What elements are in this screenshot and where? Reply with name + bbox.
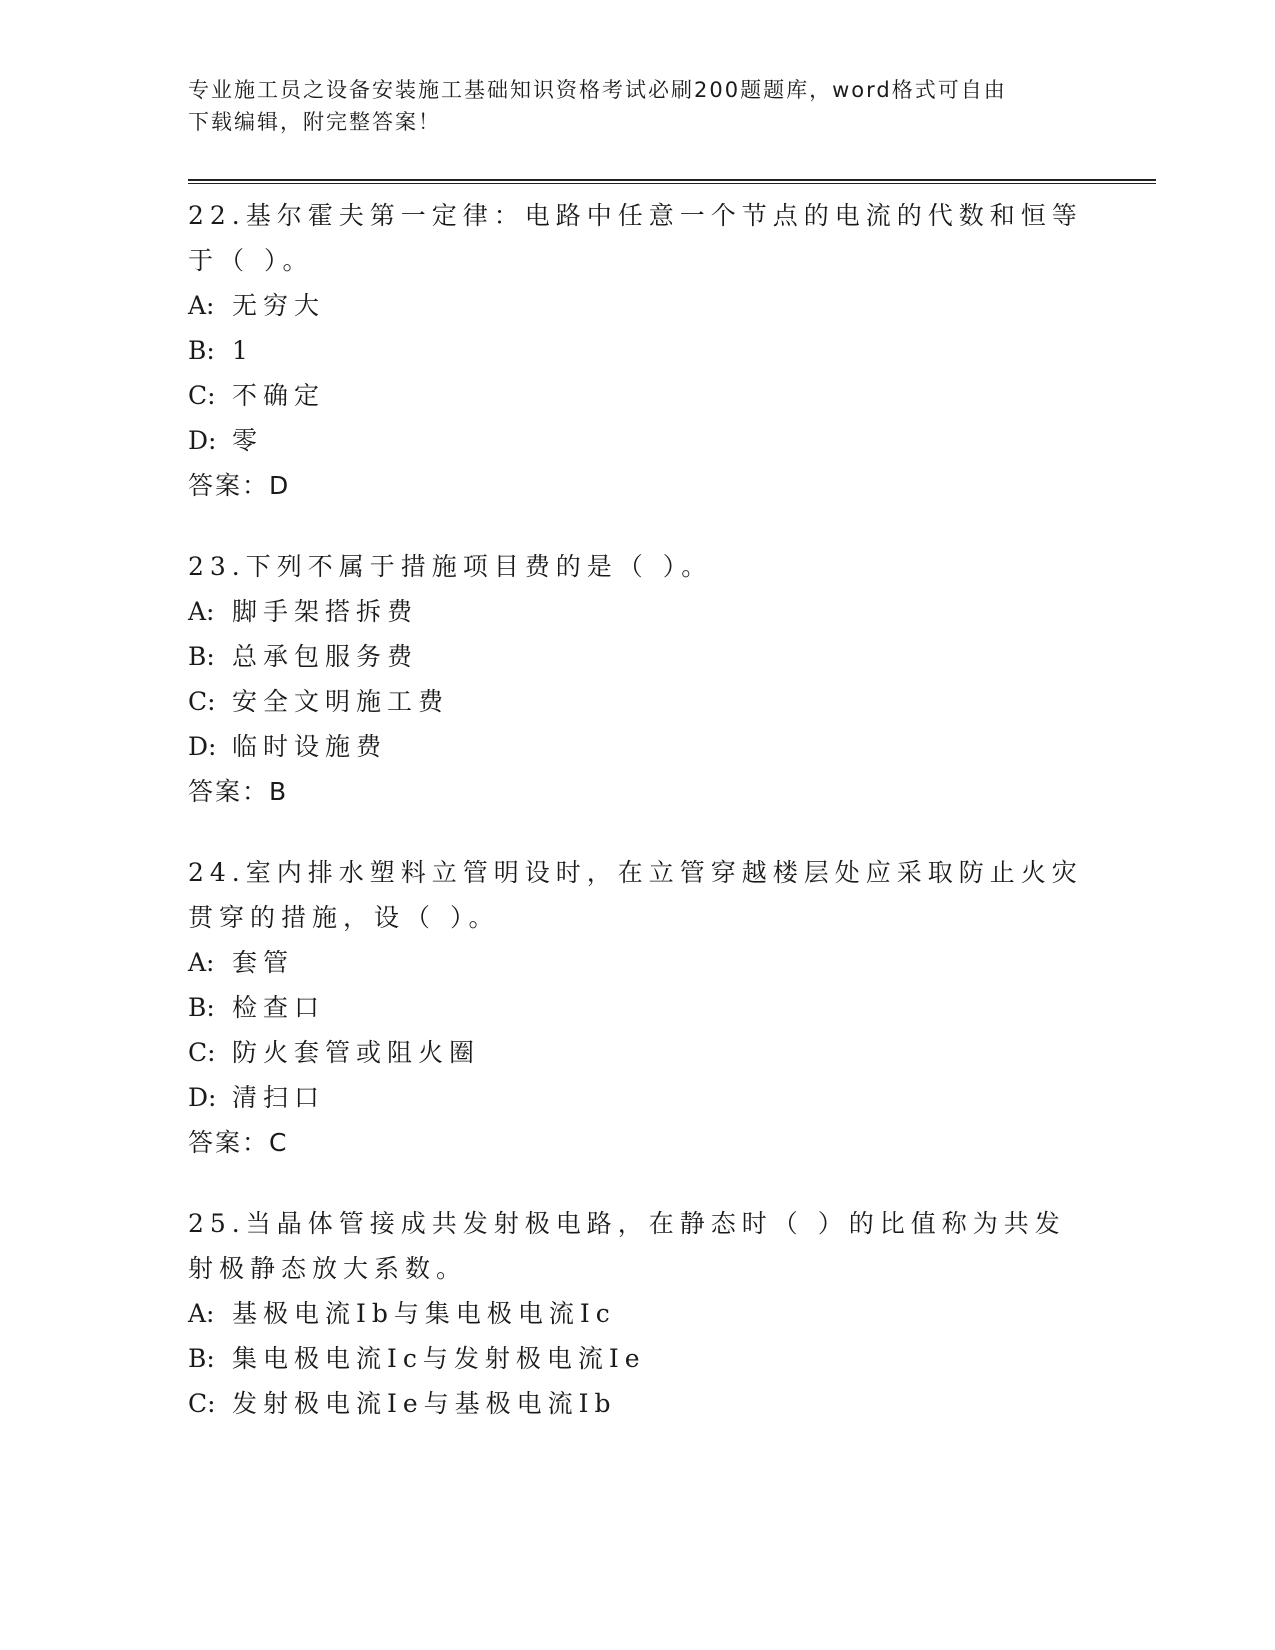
answer-line: 答案：C bbox=[188, 1128, 289, 1157]
option-d bbox=[188, 724, 1088, 769]
option-letter: A: bbox=[188, 291, 215, 320]
option-text: 无穷大 bbox=[232, 291, 326, 320]
option-a bbox=[188, 1291, 1088, 1336]
option-text: 清扫口 bbox=[232, 1083, 326, 1112]
question-23 bbox=[188, 544, 1088, 814]
question-stem: 23.下列不属于措施项目费的是（ ）。 bbox=[188, 552, 713, 581]
header-line-1: 专业施工员之设备安装施工基础知识资格考试必刷200题题库，word格式可自由 bbox=[188, 78, 1007, 102]
option-letter: D: bbox=[188, 1083, 217, 1112]
option-text: 不确定 bbox=[232, 381, 326, 410]
answer-line: 答案：D bbox=[188, 471, 291, 500]
option-text: 总承包服务费 bbox=[232, 642, 419, 671]
question-stem: 25.当晶体管接成共发射极电路，在静态时（ ）的比值称为共发射极静态放大系数。 bbox=[188, 1209, 1066, 1283]
option-text: 发射极电流Ie与基极电流Ib bbox=[232, 1389, 617, 1418]
header-divider bbox=[188, 179, 1156, 184]
option-text: 套管 bbox=[232, 948, 295, 977]
option-a bbox=[188, 589, 1088, 634]
option-letter: C: bbox=[188, 687, 216, 716]
option-d bbox=[188, 418, 1088, 463]
option-c bbox=[188, 1030, 1088, 1075]
option-c bbox=[188, 1381, 1088, 1426]
option-text: 临时设施费 bbox=[232, 732, 388, 761]
option-a bbox=[188, 940, 1088, 985]
option-b bbox=[188, 634, 1088, 679]
question-25 bbox=[188, 1201, 1088, 1426]
option-b bbox=[188, 328, 1088, 373]
option-letter: B: bbox=[188, 1344, 215, 1373]
question-stem: 24.室内排水塑料立管明设时，在立管穿越楼层处应采取防止火灾贯穿的措施，设（ ）。 bbox=[188, 858, 1083, 932]
option-letter: B: bbox=[188, 642, 215, 671]
option-c bbox=[188, 373, 1088, 418]
option-text: 防火套管或阻火圈 bbox=[232, 1038, 481, 1067]
option-letter: B: bbox=[188, 993, 215, 1022]
option-text: 1 bbox=[232, 336, 254, 365]
question-24 bbox=[188, 850, 1088, 1165]
option-letter: C: bbox=[188, 1389, 216, 1418]
document-header bbox=[188, 74, 1088, 138]
option-letter: A: bbox=[188, 1299, 215, 1328]
option-text: 安全文明施工费 bbox=[232, 687, 450, 716]
question-22 bbox=[188, 193, 1088, 508]
option-letter: D: bbox=[188, 426, 217, 455]
option-a bbox=[188, 283, 1088, 328]
option-text: 零 bbox=[232, 426, 264, 455]
option-text: 脚手架搭拆费 bbox=[232, 597, 419, 626]
option-b bbox=[188, 985, 1088, 1030]
question-stem: 22.基尔霍夫第一定律：电路中任意一个节点的电流的代数和恒等于（ ）。 bbox=[188, 201, 1083, 275]
answer-line: 答案：B bbox=[188, 777, 289, 806]
option-c bbox=[188, 679, 1088, 724]
option-text: 基极电流Ib与集电极电流Ic bbox=[232, 1299, 616, 1328]
option-letter: A: bbox=[188, 597, 215, 626]
option-d bbox=[188, 1075, 1088, 1120]
option-letter: C: bbox=[188, 381, 216, 410]
option-letter: B: bbox=[188, 336, 215, 365]
option-text: 检查口 bbox=[232, 993, 326, 1022]
option-b bbox=[188, 1336, 1088, 1381]
question-list bbox=[188, 193, 1088, 1462]
option-letter: C: bbox=[188, 1038, 216, 1067]
option-letter: A: bbox=[188, 948, 215, 977]
option-letter: D: bbox=[188, 732, 217, 761]
header-line-2: 下载编辑，附完整答案！ bbox=[188, 110, 441, 134]
option-text: 集电极电流Ic与发射极电流Ie bbox=[232, 1344, 646, 1373]
